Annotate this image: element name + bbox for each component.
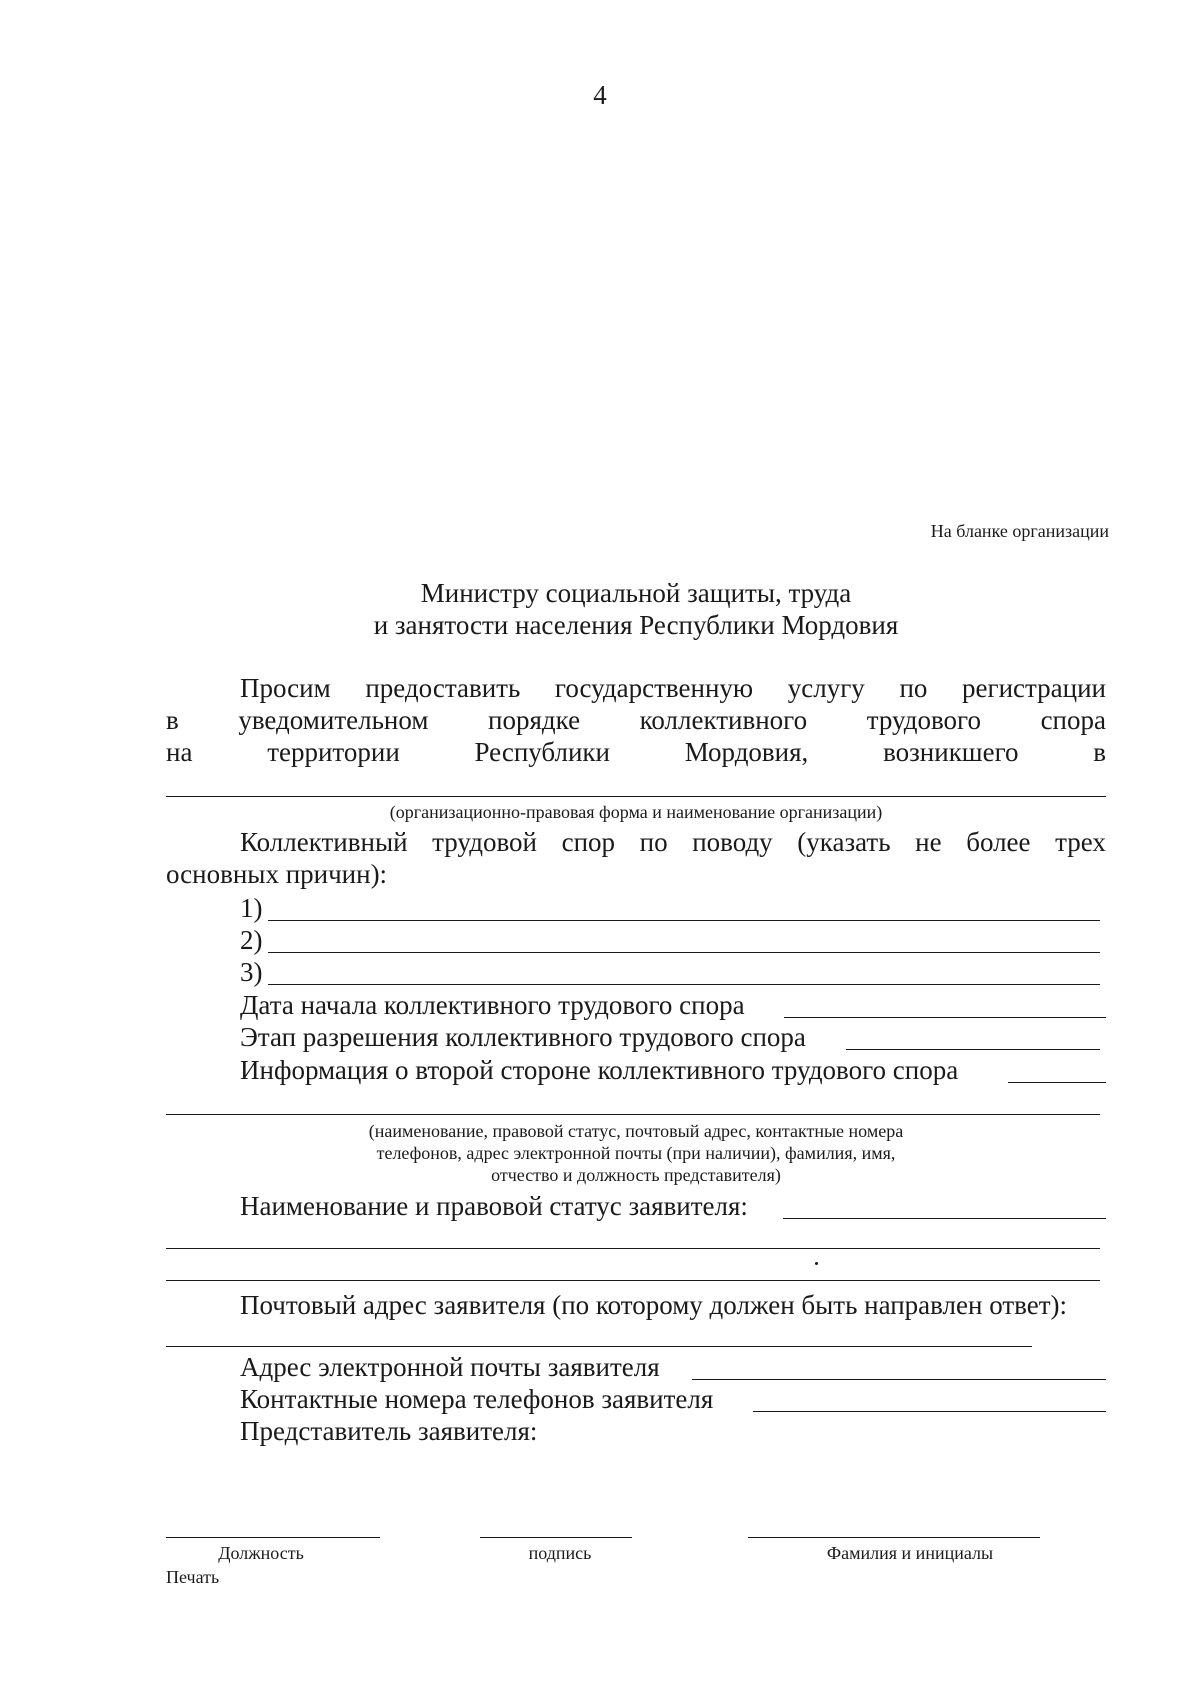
reason-2-line <box>268 952 1100 953</box>
applicant-email-line <box>692 1379 1106 1380</box>
letterhead-note: На бланке организации <box>930 521 1109 541</box>
applicant-postal-line <box>166 1346 1032 1347</box>
position-line <box>166 1537 380 1538</box>
second-party-line-end <box>1008 1082 1106 1083</box>
organization-caption: (организационно-правовая форма и наименование организации) <box>389 802 883 822</box>
second-party-caption-3: отчество и должность представителя) <box>491 1165 781 1185</box>
second-party-caption-1: (наименование, правовой статус, почтовый адрес, контактные номера <box>368 1121 904 1141</box>
start-date-line <box>784 1017 1106 1018</box>
addressee-line-1: Министру социальной защиты, труда <box>420 578 852 608</box>
applicant-email-label: Адрес электронной почты заявителя <box>240 1352 660 1382</box>
name-line <box>748 1537 1040 1538</box>
applicant-phones-label: Контактные номера телефонов заявителя <box>240 1384 714 1414</box>
reason-3-label: 3) <box>240 957 263 987</box>
applicant-blank-line-2 <box>166 1280 1100 1281</box>
stage-label: Этап разрешения коллективного трудового спора <box>240 1022 806 1052</box>
reason-2-label: 2) <box>240 925 263 955</box>
request-line-3: на территории Республики Мордовия, возникшего в <box>166 737 1106 767</box>
addressee-line-2: и занятости населения Республики Мордовия <box>373 610 899 640</box>
second-party-blank-line <box>166 1114 1100 1115</box>
reason-1-label: 1) <box>240 893 263 923</box>
reason-1-line <box>268 920 1100 921</box>
stamp-caption: Печать <box>166 1567 220 1587</box>
applicant-name-status-label: Наименование и правовой статус заявителя: <box>240 1191 748 1221</box>
applicant-postal-label: Почтовый адрес заявителя (по которому должен быть направлен ответ): <box>240 1290 1068 1320</box>
stage-line <box>846 1049 1100 1050</box>
organization-blank-line <box>166 796 1106 797</box>
second-party-caption-2: телефонов, адрес электронной почты (при наличии), фамилия, имя, <box>376 1143 896 1163</box>
page-number: 4 <box>593 80 607 110</box>
dispute-reason-line-1: Коллективный трудовой спор по поводу (указать не более трех <box>240 827 1106 857</box>
signature-caption: подпись <box>528 1543 592 1563</box>
applicant-representative-label: Представитель заявителя: <box>240 1416 538 1446</box>
dispute-reason-line-2: основных причин): <box>166 859 388 889</box>
second-party-label: Информация о второй стороне коллективного трудового спора <box>240 1055 959 1085</box>
request-line-2: в уведомительном порядке коллективного трудового спора <box>166 705 1106 735</box>
name-caption: Фамилия и инициалы <box>826 1543 994 1563</box>
applicant-phones-line <box>753 1411 1106 1412</box>
reason-3-line <box>268 984 1100 985</box>
applicant-name-status-line <box>783 1218 1106 1219</box>
signature-line <box>480 1537 632 1538</box>
request-line-1: Просим предоставить государственную услугу по регистрации <box>240 673 1106 703</box>
applicant-blank-line-1 <box>166 1248 1100 1249</box>
start-date-label: Дата начала коллективного трудового спора <box>240 990 745 1020</box>
position-caption: Должность <box>218 1543 304 1563</box>
ink-speck <box>815 1262 818 1265</box>
